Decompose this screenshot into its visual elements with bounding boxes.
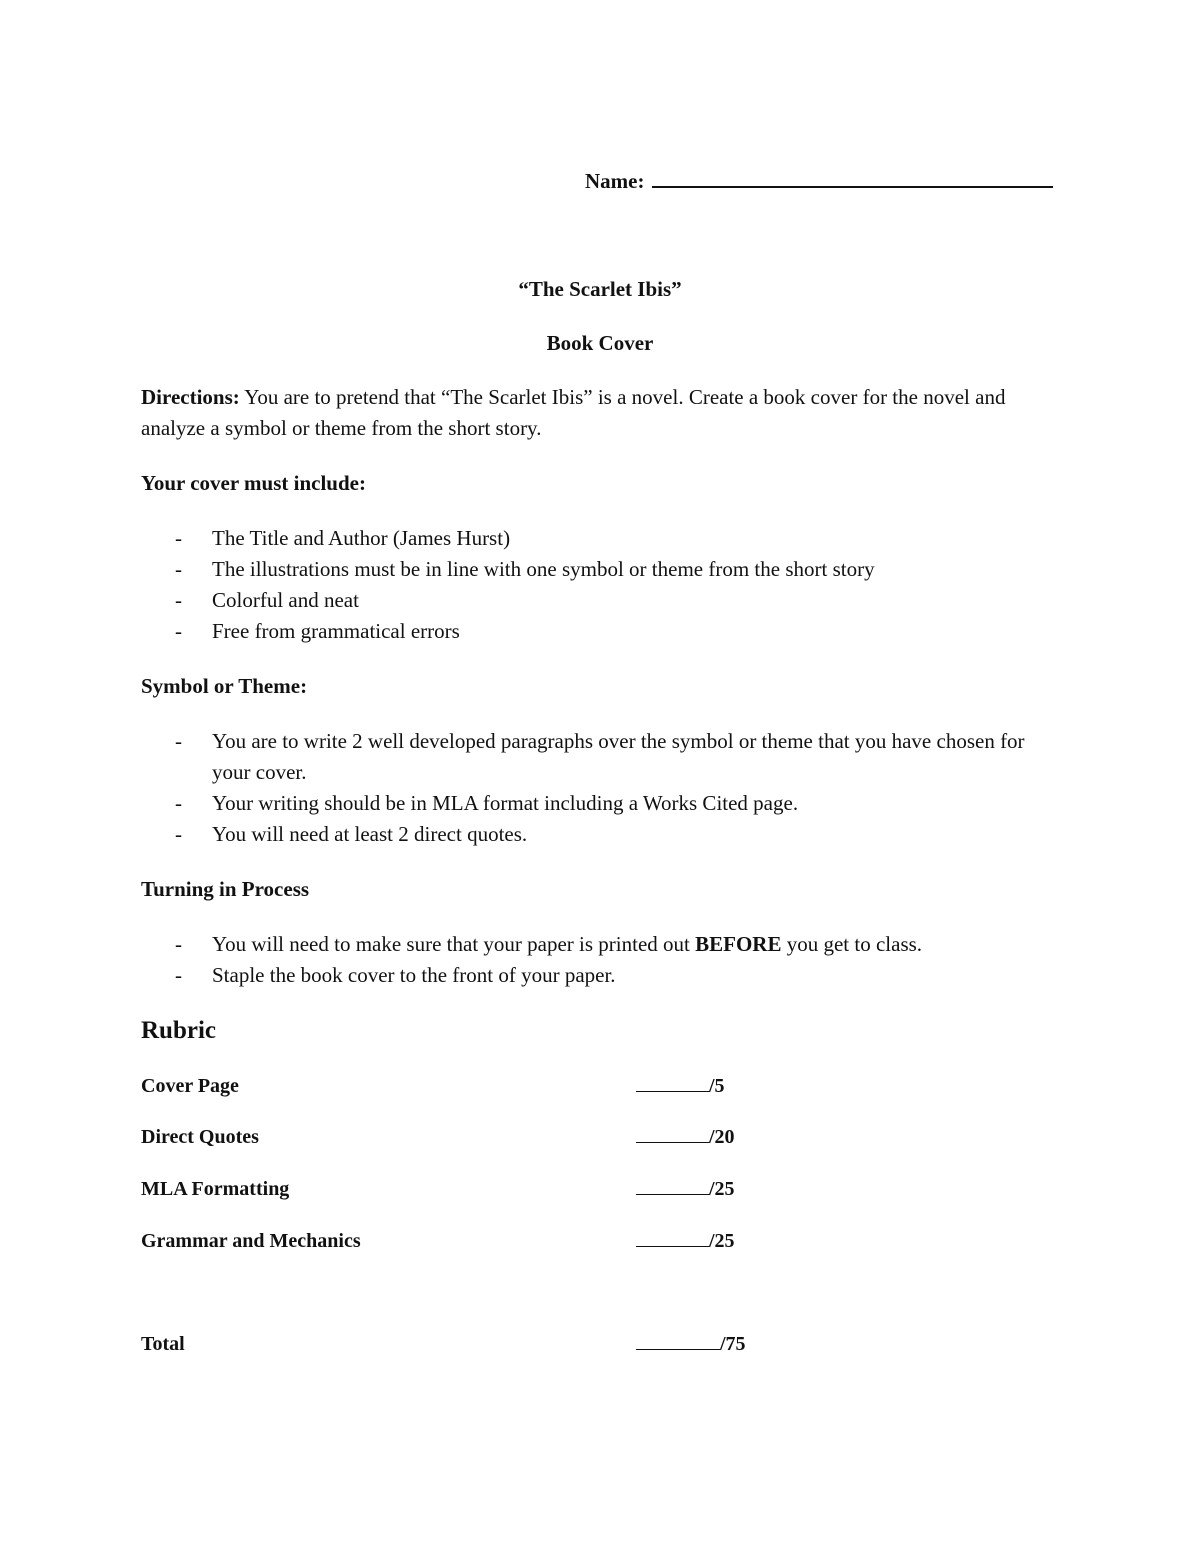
list-item-text: Staple the book cover to the front of your paper.: [212, 963, 616, 987]
list-item: [141, 929, 1061, 960]
dash-bullet: -: [175, 526, 182, 550]
list-item-text: You will need at least 2 direct quotes.: [212, 822, 528, 846]
list-item: [141, 616, 1061, 647]
emphasis-text: BEFORE: [695, 932, 782, 956]
rubric-label: Grammar and Mechanics: [141, 1230, 361, 1252]
rubric-label: MLA Formatting: [141, 1178, 290, 1200]
document-subtitle: Book Cover: [546, 331, 654, 355]
list-item-text: You are to write 2 well developed paragraphs over the symbol or theme that you have chosen for your cover.: [212, 729, 1025, 784]
turning-in-heading: Turning in Process: [141, 877, 310, 901]
score-max: /25: [709, 1230, 735, 1252]
turning-in-list: [141, 929, 1061, 991]
list-item: [141, 523, 1061, 554]
rubric-heading: Rubric: [141, 1017, 216, 1044]
rubric-score: [636, 1122, 735, 1153]
dash-bullet: -: [175, 963, 182, 987]
rubric-total-label: Total: [141, 1333, 185, 1355]
list-item-text: The Title and Author (James Hurst): [212, 526, 511, 550]
symbol-requirements-list: [141, 726, 1041, 850]
cover-heading: Your cover must include:: [141, 471, 366, 495]
score-max: /5: [709, 1075, 725, 1097]
dash-bullet: -: [175, 619, 182, 643]
score-blank[interactable]: [636, 1122, 709, 1143]
document-title: “The Scarlet Ibis”: [518, 277, 682, 301]
list-item: [141, 819, 1041, 850]
rubric-score: [636, 1071, 725, 1102]
list-item: [141, 554, 1061, 585]
score-blank[interactable]: [636, 1226, 709, 1247]
dash-bullet: -: [175, 729, 182, 753]
rubric-label: Direct Quotes: [141, 1126, 259, 1148]
dash-bullet: -: [175, 791, 182, 815]
dash-bullet: -: [175, 932, 182, 956]
list-item: [141, 585, 1061, 616]
list-item-text: The illustrations must be in line with one symbol or theme from the short story: [212, 557, 875, 581]
directions-label: Directions:: [141, 385, 240, 409]
dash-bullet: -: [175, 588, 182, 612]
dash-bullet: -: [175, 557, 182, 581]
score-blank[interactable]: [636, 1329, 720, 1350]
directions-paragraph: [141, 382, 1041, 444]
name-label: Name:: [585, 169, 645, 193]
rubric-label: Cover Page: [141, 1075, 239, 1097]
score-blank[interactable]: [636, 1174, 709, 1195]
list-item: [141, 788, 1041, 819]
name-blank-line[interactable]: [652, 164, 1053, 188]
list-item-text: Your writing should be in MLA format including a Works Cited page.: [212, 791, 799, 815]
cover-requirements-list: [141, 523, 1061, 647]
rubric-score: [636, 1174, 735, 1205]
rubric-total-score: [636, 1329, 746, 1360]
dash-bullet: -: [175, 822, 182, 846]
directions-text: You are to pretend that “The Scarlet Ibis” is a novel. Create a book cover for the novel and analyze a symbol or theme from the short story.: [141, 385, 1006, 440]
score-max: /25: [709, 1178, 735, 1200]
list-item-text: You will need to make sure that your paper is printed out: [212, 932, 690, 956]
list-item-text: Free from grammatical errors: [212, 619, 460, 643]
list-item: [141, 726, 1041, 788]
score-max: /75: [720, 1333, 746, 1355]
symbol-heading: Symbol or Theme:: [141, 674, 308, 698]
list-item-text: Colorful and neat: [212, 588, 359, 612]
score-blank[interactable]: [636, 1071, 709, 1092]
score-max: /20: [709, 1126, 735, 1148]
list-item: [141, 960, 1061, 991]
name-field-row: [585, 164, 1053, 197]
list-item-text: you get to class.: [786, 932, 923, 956]
rubric-score: [636, 1226, 735, 1257]
